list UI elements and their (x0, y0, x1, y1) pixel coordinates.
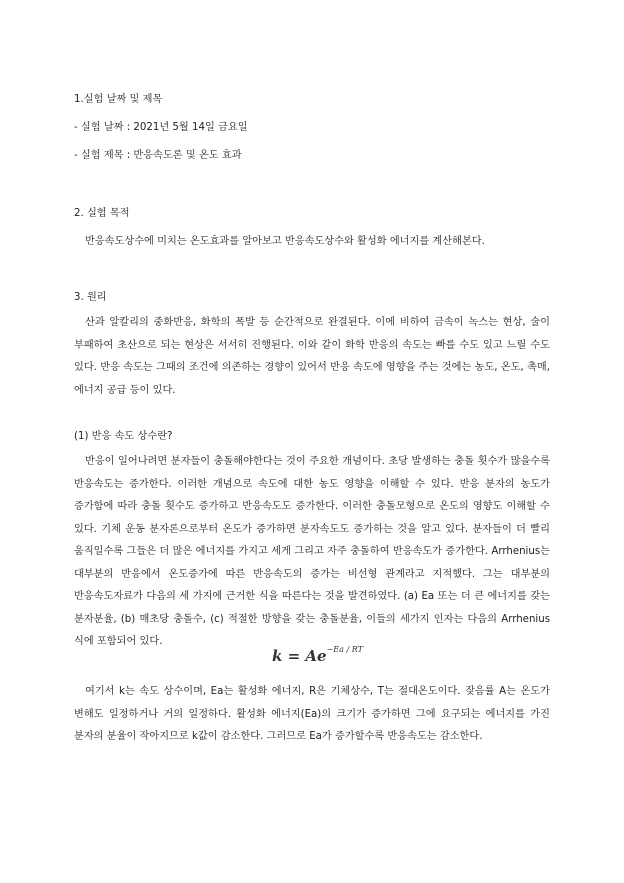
experiment-date-line: - 실험 날짜 : 2021년 5월 14일 금요일 (74, 122, 248, 133)
arrhenius-equation-base: k = Ae (272, 647, 327, 665)
experiment-title-line: - 실험 제목 : 반응속도론 및 온도 효과 (74, 150, 242, 161)
section2-heading: 2. 실험 목적 (74, 208, 130, 219)
subsection1-body (74, 451, 550, 654)
section3-body-text: 산과 알칼리의 중화반응, 화학의 폭발 등 순간적으로 완결된다. 이에 비하여 금속이 녹스는 현상, 술이 부패하여 초산으로 되는 현상은 서서히 진행된다. 이와 같이 화학 반응의 속도는 빠를 수도 있고 느릴 수도 있다. 반응 속도는 그때의 조건에 의존하는 경향이 있어서 반응 속도에 영향을 주는 것에는 농도, 온도, 촉매, 에너지 공급 등이 있다. (74, 317, 550, 396)
subsection1-explanation-text: 여기서 k는 속도 상수이며, Ea는 활성화 에너지, R은 기체상수, T는 절대온도이다. 잦음률 A는 온도가 변해도 일정하거나 거의 일정하다. 활성화 에너지(Ea)의 크기가 증가하면 그에 요구되는 에너지를 가진 분자의 분율이 작아지므로 k값이 감소한다. 그러므로 Ea가 증가할수록 반응속도는 감소한다. (74, 686, 550, 742)
section3-heading: 3. 원리 (74, 292, 107, 303)
section1-heading: 1.실험 날짜 및 제목 (74, 94, 163, 105)
arrhenius-equation-exponent: −Ea / RT (326, 645, 363, 654)
section2-body: 반응속도상수에 미치는 온도효과를 알아보고 반응속도상수와 활성화 에너지를 계산해본다. (85, 236, 485, 247)
arrhenius-equation (272, 645, 363, 665)
subsection1-body-text: 반응이 일어나려면 분자들이 충돌해야한다는 것이 주요한 개념이다. 초당 발생하는 충돌 횟수가 많을수록 반응속도는 증가한다. 이러한 개념으로 속도에 대한 농도 영향을 이해할 수 있다. 반응 분자의 농도가 증가함에 따라 충돌 횟수도 증가하고 반응속도도 증가한다. 이러한 충돌모형으로 온도의 영향도 이해할 수 있다. 기체 운동 분자론으로부터 온도가 증가하면 분자속도도 증가하는 것을 알고 있다. 분자들이 더 빨리 움직일수록 그들은 더 많은 에너지를 가지고 세게 그리고 자주 충돌하여 반응속도가 증가한다. Arrhenius는 대부분의 반응에서 온도증가에 따른 반응속도의 증가는 비선형 관계라고 지적했다. 그는 대부분의 반응속도자료가 다음의 세 가지에 근거한 식을 따른다는 것을 발견하였다. (a) Ea 또는 더 큰 에너지를 갖는 분자분율, (b) 매초당 충돌수, (c) 적절한 방향을 갖는 충돌분율, 이들의 세가지 인자는 다음의 Arrhenius 식에 포함되어 있다. (74, 456, 550, 647)
subsection1-explanation (74, 681, 550, 749)
section3-body (74, 312, 550, 402)
subsection1-heading: (1) 반응 속도 상수란? (74, 431, 173, 442)
